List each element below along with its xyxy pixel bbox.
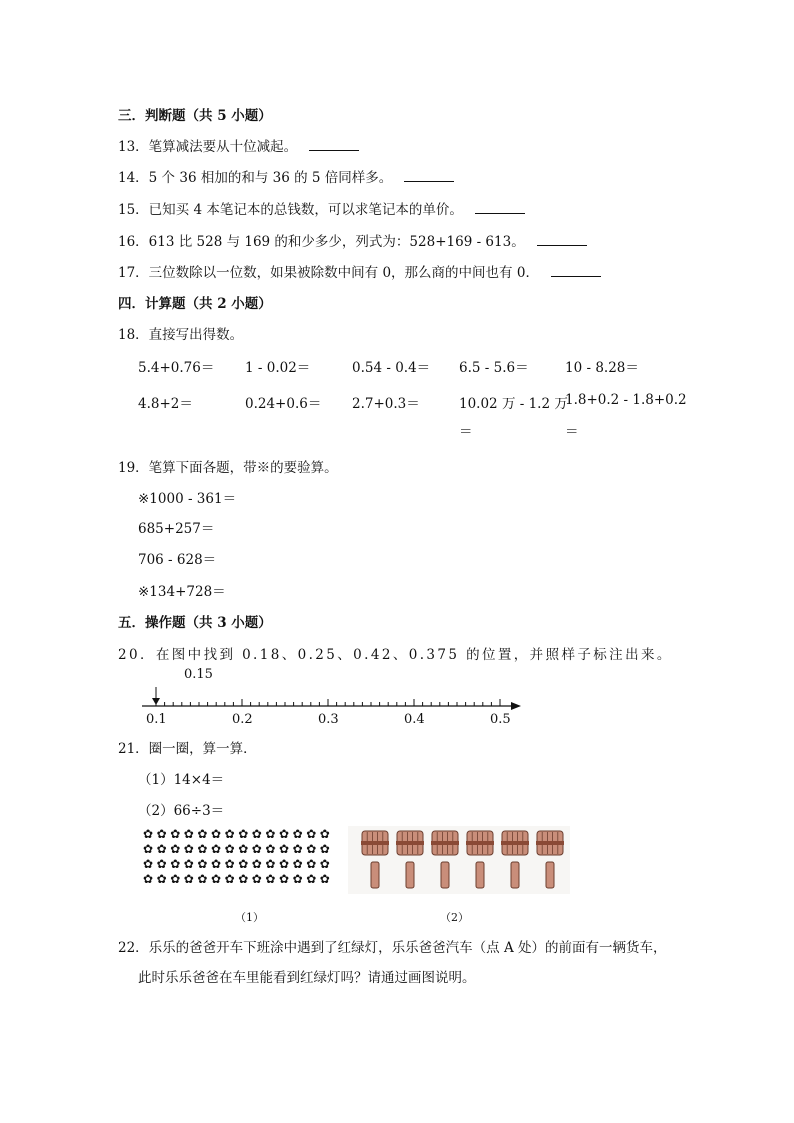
flower-icon: ✿: [170, 827, 181, 841]
flower-icon: ✿: [251, 842, 262, 856]
written-calc-item: ※134+728＝: [138, 584, 226, 600]
flower-icon: ✿: [143, 827, 154, 841]
flower-icon: ✿: [251, 827, 262, 841]
flower-icon: ✿: [183, 872, 194, 886]
flower-icon: ✿: [156, 842, 167, 856]
flower-icon: ✿: [170, 872, 181, 886]
tick-label: 0.2: [232, 712, 253, 727]
calc-item: 0.54 - 0.4＝: [352, 360, 431, 376]
flower-icon: ✿: [319, 827, 330, 841]
flower-icon: ✿: [183, 842, 194, 856]
flower-icon: ✿: [265, 872, 276, 886]
calc-item: 5.4+0.76＝: [138, 360, 215, 376]
answer-blank[interactable]: [537, 232, 587, 246]
question-21-part-1: （1）14×4＝: [138, 772, 225, 788]
tick-label: 0.1: [146, 712, 167, 727]
written-calc-item: 706 - 628＝: [138, 552, 217, 568]
flower-icon: ✿: [306, 827, 317, 841]
calc-item: 10.02 万 - 1.2 万: [459, 396, 568, 412]
section-4-title: 四．计算题（共 2 小题）: [118, 296, 272, 312]
flower-icon: ✿: [238, 827, 249, 841]
question-19: 19．笔算下面各题，带※的要验算。: [118, 460, 338, 476]
flower-icon: ✿: [224, 842, 235, 856]
calc-item: 4.8+2＝: [138, 396, 193, 412]
flower-icon: ✿: [211, 842, 222, 856]
flower-icon: ✿: [224, 872, 235, 886]
answer-blank[interactable]: [475, 200, 525, 214]
flower-icon: ✿: [170, 842, 181, 856]
question-15: 15．已知买 4 本笔记本的总钱数，可以求笔记本的单价。: [118, 198, 525, 218]
question-14: 14．5 个 36 相加的和与 36 的 5 倍同样多。: [118, 166, 454, 186]
question-21: 21．圈一圈，算一算．: [118, 741, 257, 757]
flower-icon: ✿: [238, 842, 249, 856]
question-22-line-2: 此时乐乐爸爸在车里能看到红绿灯吗？请通过画图说明。: [138, 970, 476, 986]
tick-label: 0.4: [404, 712, 425, 727]
figure-1-label: （1）: [235, 911, 264, 924]
flower-icon: ✿: [279, 827, 290, 841]
question-22-line-1: 22．乐乐的爸爸开车下班涂中遇到了红绿灯，乐乐爸爸汽车（点 A 处）的前面有一辆货车，: [118, 940, 667, 956]
flower-icon: ✿: [170, 857, 181, 871]
axis-arrow: [511, 702, 521, 710]
flower-icon: ✿: [224, 857, 235, 871]
flower-icon: ✿: [265, 827, 276, 841]
flower-icon: ✿: [292, 857, 303, 871]
flower-icon: ✿: [183, 857, 194, 871]
flower-icon: ✿: [292, 842, 303, 856]
flower-icon: ✿: [156, 857, 167, 871]
flower-icon: ✿: [306, 857, 317, 871]
flower-icon: ✿: [143, 872, 154, 886]
flower-icon: ✿: [238, 872, 249, 886]
flower-icon: ✿: [211, 857, 222, 871]
flower-icon: ✿: [319, 872, 330, 886]
flower-icon: ✿: [265, 842, 276, 856]
question-17: 17．三位数除以一位数，如果被除数中间有 0，那么商的中间也有 0．: [118, 261, 601, 281]
question-16: 16．613 比 528 与 169 的和少多少，列式为：528+169 - 613。: [118, 230, 587, 250]
answer-blank[interactable]: [551, 263, 601, 277]
written-calc-item: 685+257＝: [138, 521, 215, 537]
flower-icon: ✿: [306, 842, 317, 856]
calc-item: 10 - 8.28＝: [565, 360, 639, 376]
question-20: 20．在图中找到 0.18、0.25、0.42、0.375 的位置，并照样子标注出来。: [118, 647, 673, 663]
flower-icon: ✿: [279, 842, 290, 856]
flower-icon: ✿: [238, 857, 249, 871]
question-18: 18．直接写出得数。: [118, 327, 244, 343]
question-21-part-2: （2）66÷3＝: [138, 803, 225, 819]
flower-icon: ✿: [143, 842, 154, 856]
flower-icon: ✿: [292, 872, 303, 886]
flower-icon: ✿: [251, 857, 262, 871]
sample-label: 0.15: [184, 667, 213, 682]
flower-icon: ✿: [265, 857, 276, 871]
flower-icon: ✿: [183, 827, 194, 841]
section-3-title: 三．判断题（共 5 小题）: [118, 108, 272, 124]
flower-icon: ✿: [319, 842, 330, 856]
calc-item: 2.7+0.3＝: [352, 396, 420, 412]
tick-label: 0.3: [318, 712, 339, 727]
written-calc-item: ※1000 - 361＝: [138, 491, 237, 507]
flower-icon: ✿: [319, 857, 330, 871]
flower-icon: ✿: [156, 827, 167, 841]
calc-item: 0.24+0.6＝: [245, 396, 322, 412]
flower-icon: ✿: [279, 857, 290, 871]
answer-blank[interactable]: [309, 137, 359, 151]
number-line: [138, 683, 528, 713]
flower-icon: ✿: [143, 857, 154, 871]
flower-icon: ✿: [197, 827, 208, 841]
flower-icon: ✿: [251, 872, 262, 886]
question-13: 13．笔算减法要从十位减起。: [118, 135, 359, 155]
section-5-title: 五．操作题（共 3 小题）: [118, 615, 272, 631]
flower-grid-figure: [142, 827, 342, 889]
flower-icon: ✿: [156, 872, 167, 886]
flower-icon: ✿: [197, 842, 208, 856]
calc-item: 1 - 0.02＝: [245, 360, 311, 376]
answer-blank[interactable]: [404, 168, 454, 182]
flower-icon: ✿: [224, 827, 235, 841]
figure-2-label: （2）: [440, 911, 469, 924]
flower-icon: ✿: [211, 872, 222, 886]
flower-icon: ✿: [211, 827, 222, 841]
equals-sign: ＝: [565, 424, 579, 440]
flower-icon: ✿: [279, 872, 290, 886]
flower-icon: ✿: [292, 827, 303, 841]
calc-item: 1.8+0.2 - 1.8+0.2: [565, 392, 687, 408]
flower-icon: ✿: [197, 872, 208, 886]
flower-icon: ✿: [197, 857, 208, 871]
equals-sign: ＝: [459, 424, 473, 440]
calc-item: 6.5 - 5.6＝: [459, 360, 529, 376]
flower-icon: ✿: [306, 872, 317, 886]
tick-marks: [156, 699, 500, 706]
tick-label: 0.5: [490, 712, 511, 727]
stick-bundles-figure: [348, 826, 570, 894]
